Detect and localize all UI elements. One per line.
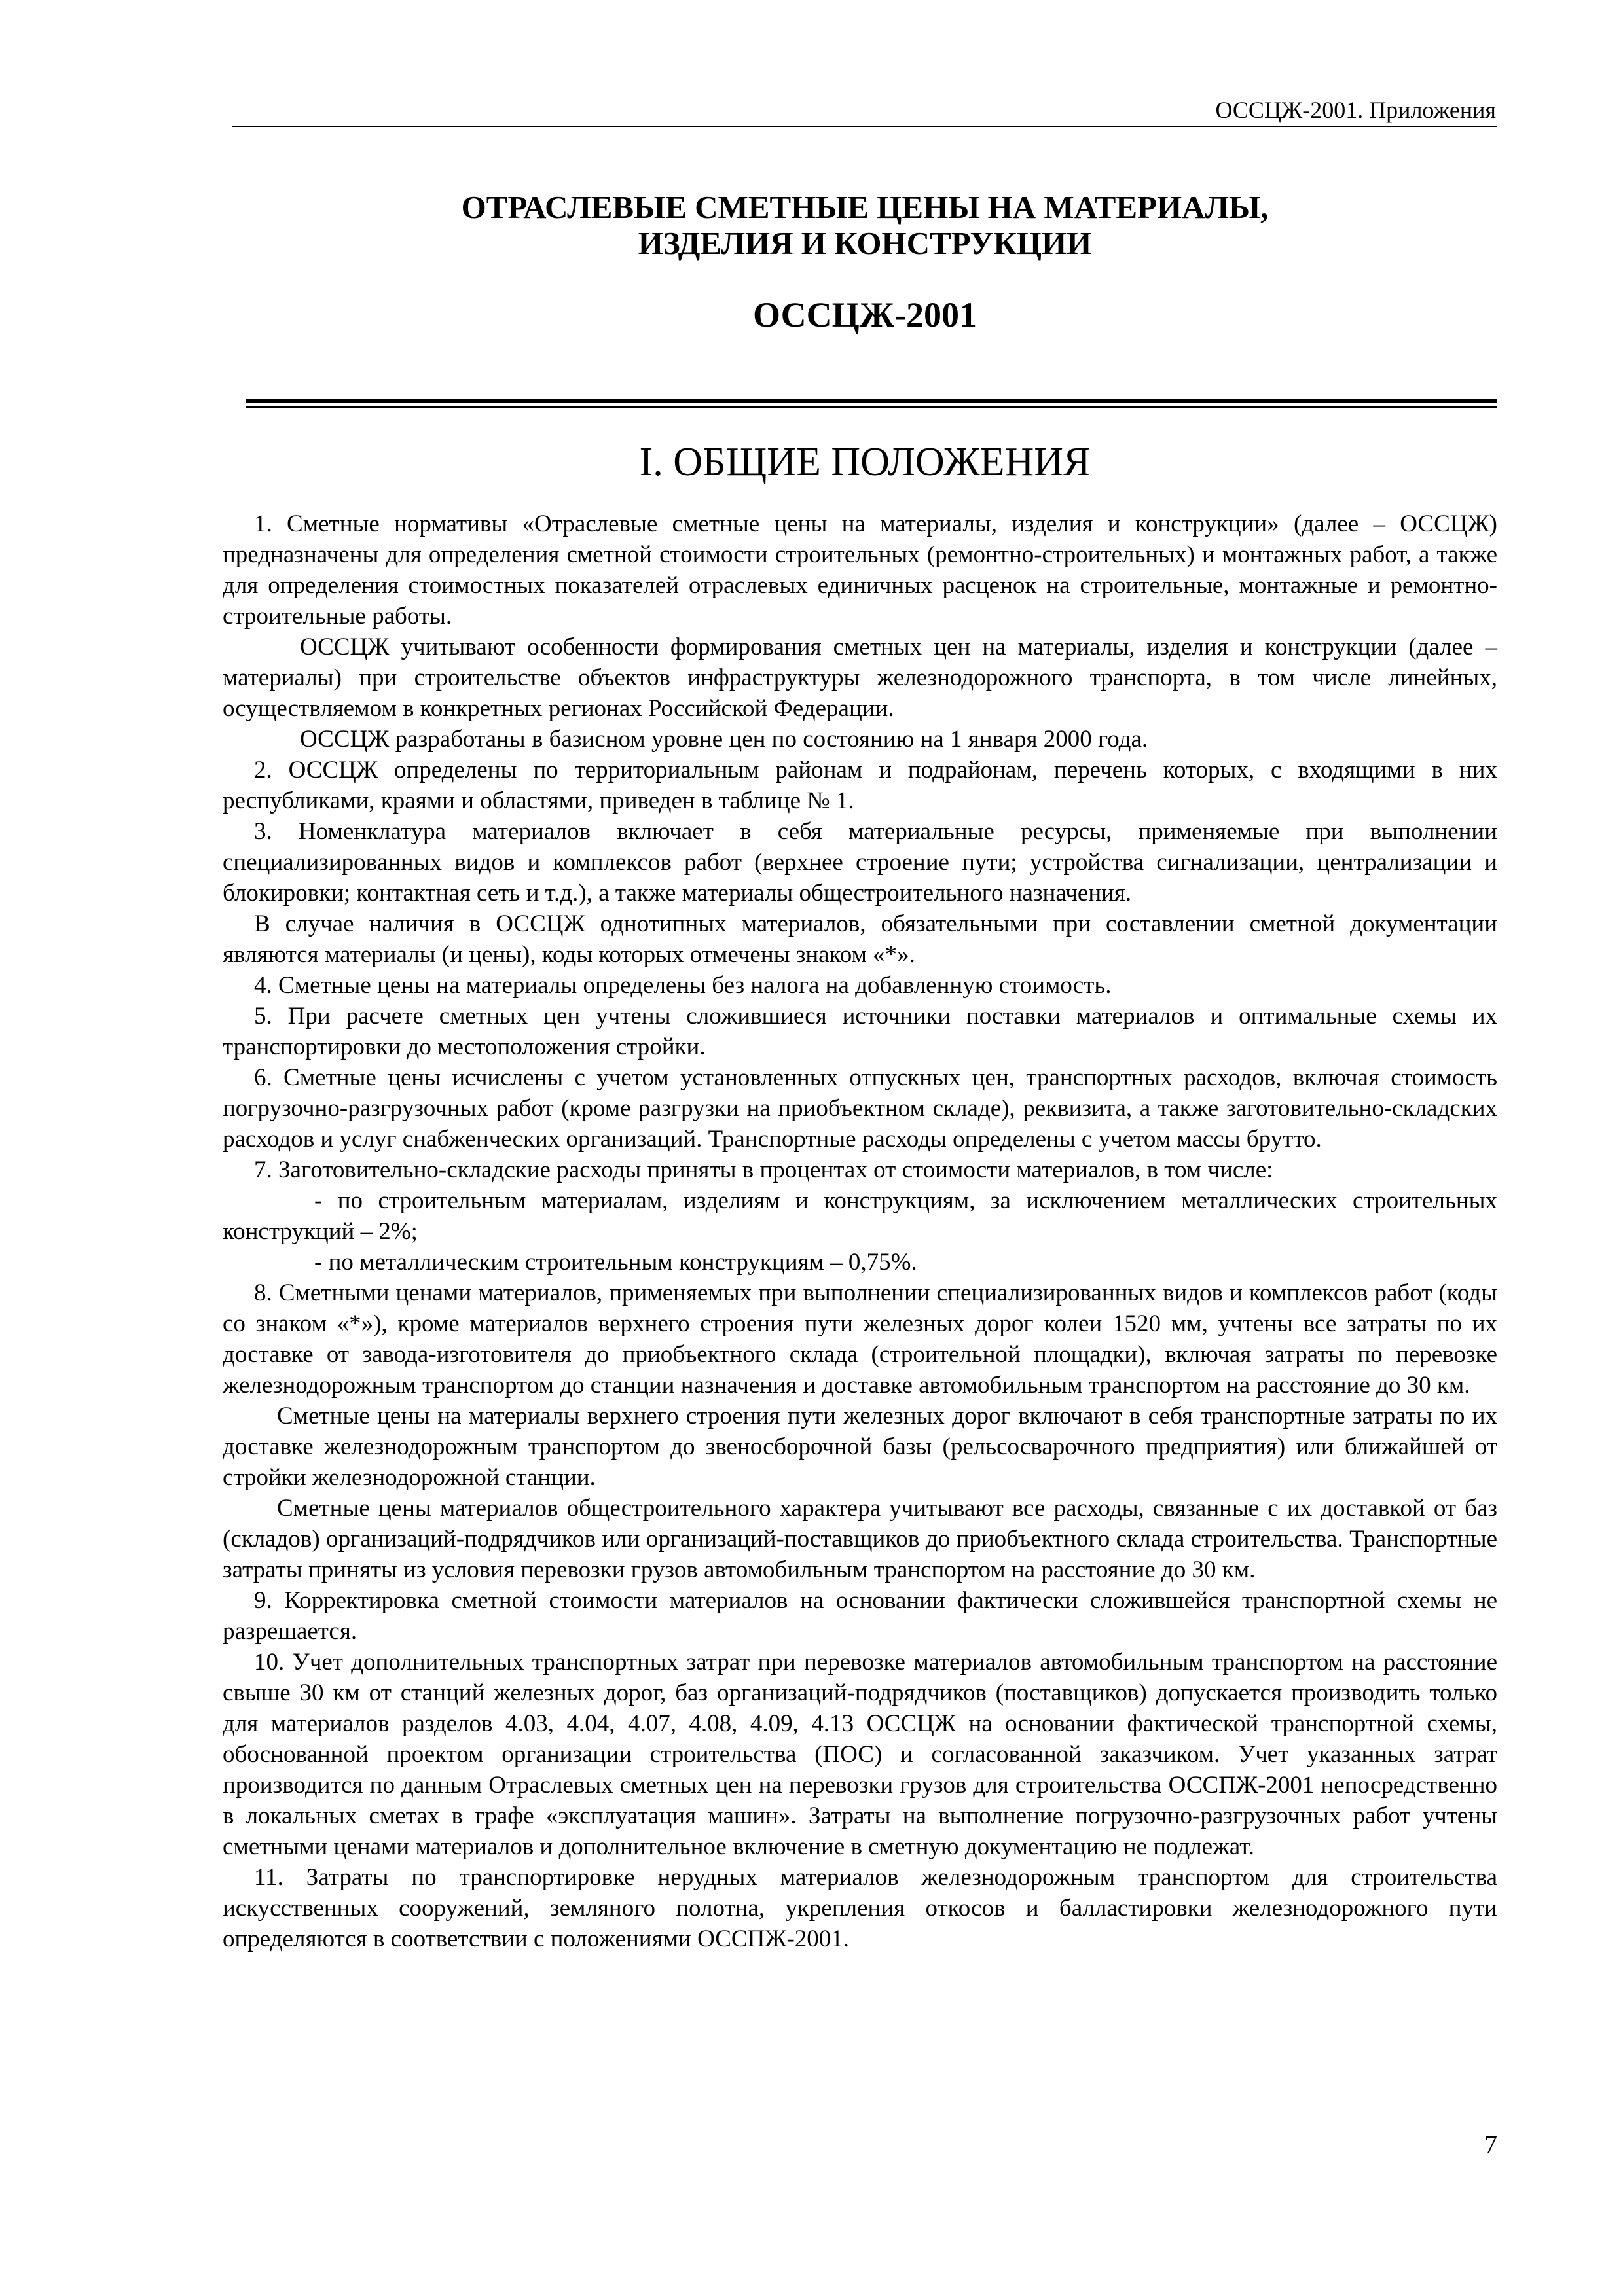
paragraph-6: 6. Сметные цены исчислены с учетом установленных отпускных цен, транспортных расходов, включая стоимость погрузочно-разгрузочных работ (кроме разгрузки на приобъектном складе), реквизита, а также заготовительно-складских расходов и услуг снабженческих организаций. Транспортные расходы определены с учетом массы брутто. <box>223 1064 1497 1153</box>
section-heading: I. ОБЩИЕ ПОЛОЖЕНИЯ <box>639 440 1091 484</box>
running-header: ОССЦЖ-2001. Приложения <box>1215 97 1496 123</box>
document-code: ОССЦЖ-2001 <box>752 295 977 334</box>
paragraph-1-3: ОССЦЖ разработаны в базисном уровне цен по состоянию на 1 января 2000 года. <box>300 726 1148 753</box>
paragraph-4: 4. Сметные цены на материалы определены без налога на добавленную стоимость. <box>254 972 1112 999</box>
paragraph-3-2: В случае наличия в ОССЦЖ однотипных материалов, обязательными при составлении сметной документации являются материалы (и цены), коды которых отмечены знаком «*». <box>223 910 1497 968</box>
paragraph-8: 8. Сметными ценами материалов, применяемых при выполнении специализированных видов и комплексов работ (коды со знаком «*»), кроме материалов верхнего строения пути железных дорог колеи 1520 мм, учтены все затраты по их доставке от завода-изготовителя до приобъектного склада (строительной площадки), включая затраты по перевозке железнодорожным транспортом до станции назначения и доставке автомобильным транспортом на расстояние до 30 км. <box>223 1280 1497 1399</box>
paragraph-2: 2. ОССЦЖ определены по территориальным районам и подрайонам, перечень которых, с входящими в них республиками, краями и областями, приведен в таблице № 1. <box>223 757 1497 814</box>
page-number: 7 <box>1484 2130 1497 2159</box>
paragraph-1: 1. Сметные нормативы «Отраслевые сметные цены на материалы, изделия и конструкции» (далее – ОССЦЖ) предназначены для определения сметной стоимости строительных (ремонтно-строительных) и монтажных работ, а также для определения стоимостных показателей отраслевых единичных расценок на строительные, монтажные и ремонтно-строительные работы. <box>223 511 1497 630</box>
paragraph-3: 3. Номенклатура материалов включает в себя материальные ресурсы, применяемые при выполнении специализированных видов и комплексов работ (верхнее строение пути; устройства сигнализации, централизации и блокировки; контактная сеть и т.д.), а также материалы общестроительного назначения. <box>223 818 1497 906</box>
body-text <box>223 509 1497 1954</box>
paragraph-5: 5. При расчете сметных цен учтены сложившиеся источники поставки материалов и оптимальные схемы их транспортировки до местоположения стройки. <box>223 1003 1497 1060</box>
title-divider-thick <box>246 399 1497 403</box>
paragraph-9: 9. Корректировка сметной стоимости материалов на основании фактически сложившейся транспортной схемы не разрешается. <box>223 1587 1497 1645</box>
document-title-line-1: ОТРАСЛЕВЫЕ СМЕТНЫЕ ЦЕНЫ НА МАТЕРИАЛЫ, <box>461 189 1269 225</box>
paragraph-7-item-2: - по металлическим строительным конструкциям – 0,75%. <box>314 1249 917 1276</box>
paragraph-8-3: Сметные цены материалов общестроительного характера учитывают все расходы, связанные с их доставкой от баз (складов) организаций-подрядчиков или организаций-поставщиков до приобъектного склада строительства. Транспортные затраты приняты из условия перевозки грузов автомобильным транспортом на расстояние до 30 км. <box>223 1495 1497 1583</box>
title-divider-thin <box>246 406 1497 408</box>
paragraph-7: 7. Заготовительно-складские расходы приняты в процентах от стоимости материалов, в том числе: <box>254 1157 1273 1183</box>
paragraph-1-2: ОССЦЖ учитывают особенности формирования сметных цен на материалы, изделия и конструкции (далее – материалы) при строительстве объектов инфраструктуры железнодорожного транспорта, в том числе линейных, осуществляемом в конкретных регионах Российской Федерации. <box>223 634 1497 722</box>
paragraph-11: 11. Затраты по транспортировке нерудных материалов железнодорожным транспортом для строительства искусственных сооружений, земляного полотна, укрепления откосов и балластировки железнодорожного пути определяются в соответствии с положениями ОССПЖ-2001. <box>223 1864 1497 1952</box>
paragraph-7-item-1: - по строительным материалам, изделиям и конструкциям, за исключением металлических строительных конструкций – 2%; <box>223 1187 1497 1245</box>
document-title-line-2: ИЗДЕЛИЯ И КОНСТРУКЦИИ <box>638 225 1092 261</box>
header-rule <box>232 126 1497 127</box>
paragraph-8-2: Сметные цены на материалы верхнего строения пути железных дорог включают в себя транспортные затраты по их доставке железнодорожным транспортом до звеносборочной базы (рельсосварочного предприятия) или ближайшей от стройки железнодорожной станции. <box>223 1403 1497 1491</box>
paragraph-10: 10. Учет дополнительных транспортных затрат при перевозке материалов автомобильным транспортом на расстояние свыше 30 км от станций железных дорог, баз организаций-подрядчиков (поставщиков) допускается производить только для материалов разделов 4.03, 4.04, 4.07, 4.08, 4.09, 4.13 ОССЦЖ на основании фактической транспортной схемы, обоснованной проектом организации строительства (ПОС) и согласованной заказчиком. Учет указанных затрат производится по данным Отраслевых сметных цен на перевозки грузов для строительства ОССПЖ-2001 непосредственно в локальных сметах в графе «эксплуатация машин». Затраты на выполнение погрузочно-разгрузочных работ учтены сметными ценами материалов и дополнительное включение в сметную документацию не подлежат. <box>223 1649 1497 1860</box>
